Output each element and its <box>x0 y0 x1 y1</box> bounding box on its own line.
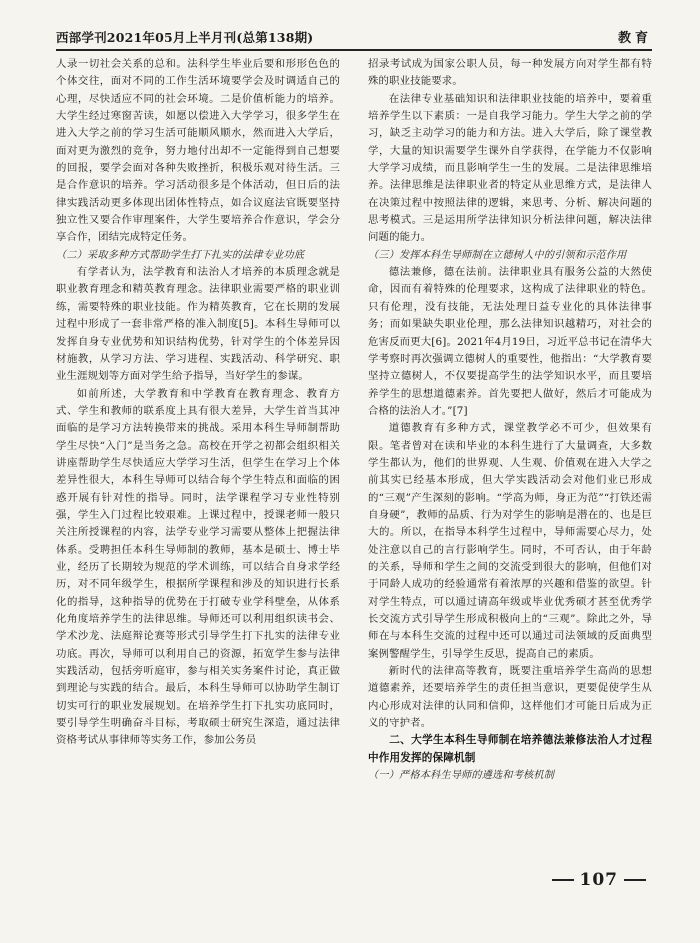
article-body <box>56 56 652 852</box>
subheading: （一）严格本科生导师的遴选和考核机制 <box>368 770 555 782</box>
paragraph-continued: 人录一切社会关系的总和。法科学生毕业后要和形形色色的个体交往，面对不同的工作生活环境要学会及时调适自己的心理，尽快适应不同的社会环境。二是价值析能力的培养。大学生经过寒窗苦读，如愿以偿进入大学学习，很多学生在进入大学之前的学习生活可能顺风顺水，然而进入大学后，面对更为激烈的竞争，努力地付出却不一定能得到自己想要的回报，要学会面对各种失败挫折，积极乐观对待生活。三是合作意识的培养。学习活动很多是个体活动，但日后的法律实践活动更多体现出团体性特点，如合议庭法官既要坚持独立性又要合作审理案件，大学生要培养合作意识，学会分享合作，团结完成特定任务。 <box>56 58 340 244</box>
page-header <box>56 20 652 51</box>
left-column <box>56 56 340 852</box>
paragraph: 在法律专业基础知识和法律职业技能的培养中，要着重培养学生以下素质：一是自我学习能力。学生大学之前的学习，缺乏主动学习的能力和方法。进入大学后，除了课堂教学，大量的知识需要学生课外自学获得，在学能力不仅影响大学学习成绩，而且影响学生一生的发展。二是法律思维培养。法律思维是法律职业者的特定从业思维方式，是法律人在决策过程中按照法律的逻辑，来思考、分析、解决问题的思考模式。三是运用所学法律知识分析法律问题，解决法律问题的能力。 <box>368 92 652 244</box>
paragraph: 道德教育有多种方式，课堂教学必不可少，但效果有限。笔者曾对在读和毕业的本科生进行了大量调查，大多数学生都认为，他们的世界观、人生观、价值观在进入大学之前其实已经基本形成，但大学实践活动会对他们业已形成的“三观”产生深刻的影响。“学高为师，身正为范”“打铁还需自身硬”，教师的品质、行为对学生的影响是潜在的、也是巨大的。所以，在指导本科学生过程中，导师需要心尽力，处处注意以自己的言行影响学生。同时，不可否认，由于年龄的关系，导师和学生之间的交流受到很大的影响，但他们对于同龄人成功的经验通常有着浓厚的兴趣和借鉴的欲望。针对学生特点，可以通过请高年级或毕业优秀硕才甚至优秀学长交流方式引导学生形成积极向上的“三观”。除此之外，导师在与本科生交流的过程中还可以通过司法领域的反面典型案例警醒学生，引导学生反思，提高自己的素质。 <box>368 422 652 660</box>
page-footer <box>0 870 652 890</box>
right-column <box>368 56 652 852</box>
paragraph: 如前所述，大学教育和中学教育在教育理念、教育方式、学生和教师的联系度上具有很大差异，大学生首当其冲面临的是学习方法转换带来的挑战。采用本科生导师制帮助学生尽快“入门”是当务之急。高校在开学之初都会组织相关讲座帮助学生尽快适应大学学习生活，但学生在学习上个体差异性很大，本科生导师可以结合每个学生特点和面临的困惑开展有针对性的指导。同时，法学课程学习专业性特别强，学生入门过程比较艰难。上课过程中，授课老师一般只关注所授课程的内容，法学专业学习需要从整体上把握法律体系。受聘担任本科生导师制的教师，基本是硕士、博士毕业，经历了长期较为规范的学术训练，可以结合自身求学经历，对不同年级学生，根据所学课程和涉及的知识进行长系化的指导，这种指导的优势在于打破专业学科壁垒，从体系化角度培养学生的法律思维。导师还可以利用组织读书会、学术沙龙、法庭辩论赛等形式引导学生打下扎实的法律专业功底。再次，导师可以利用自己的资源，拓宽学生参与法律实践活动，包括旁听庭审，参与相关实务案件讨论，真正做到理论与实践的结合。最后，本科生导师可以协助学生制订切实可行的职业发展规划。在培养学生打下扎实功底同时，要引导学生明确奋斗目标，考取硕士研究生深造，通过法律资格考试从事律师等实务工作，参加公务员 <box>56 387 340 747</box>
paragraph: 有学者认为，法学教育和法治人才培养的本质理念就是职业教育理念和精英教育理念。法律职业需要严格的职业训练，需要特殊的职业技能。作为精英教育，它在长期的发展过程中形成了一套非常严格的准入制度[5]。本科生导师可以发挥自身专业优势和知识结构优势，针对学生的个体差异因材施教，从学习方法、学习进程、实践活动、科学研究、职业生涯规划等方面对学生给予指导，当好学生的参谋。 <box>56 266 340 383</box>
section-label: 教育 <box>617 31 652 46</box>
subheading: （三）发挥本科生导师制在立德树人中的引领和示范作用 <box>368 249 627 261</box>
footer-rule-left <box>552 879 574 881</box>
page-number: 107 <box>579 870 618 890</box>
subheading: （二）采取多种方式帮助学生打下扎实的法律专业功底 <box>56 249 305 261</box>
paragraph-continued: 招录考试成为国家公职人员，每一种发展方向对学生都有特殊的职业技能要求。 <box>368 58 652 88</box>
journal-title: 西部学刊2021年05月上半月刊(总第138期) <box>56 30 314 45</box>
paragraph: 德法兼修，德在法前。法律职业具有服务公益的大然使命，因而有着特殊的伦理要求，这构成了法律职业的特色。只有伦理，没有技能，无法处理日益专业化的具体法律事务；而如果缺失职业伦理，那么法律知识越精巧，对社会的危害反而更大[6]。2021年4月19日，习近平总书记在清华大学考察时再次强调立德树人的重要性，他指出：“大学教育要坚持立德树人，不仅要提高学生的法学知识水平，而且要培养学生的思想道德素养。首先要把人做好，然后才可能成为合格的法治人才。”[7] <box>368 266 652 417</box>
section-heading: 二、大学生本科生导师制在培养德法兼修法治人才过程中作用发挥的保障机制 <box>368 734 652 764</box>
paragraph: 新时代的法律高等教育，既要注重培养学生高尚的思想道德素养，还要培养学生的责任担当意识，更要促使学生从内心形成对法律的认同和信仰，这样他们才可能日后成为正义的守护者。 <box>368 665 652 730</box>
footer-rule-right <box>624 879 646 881</box>
